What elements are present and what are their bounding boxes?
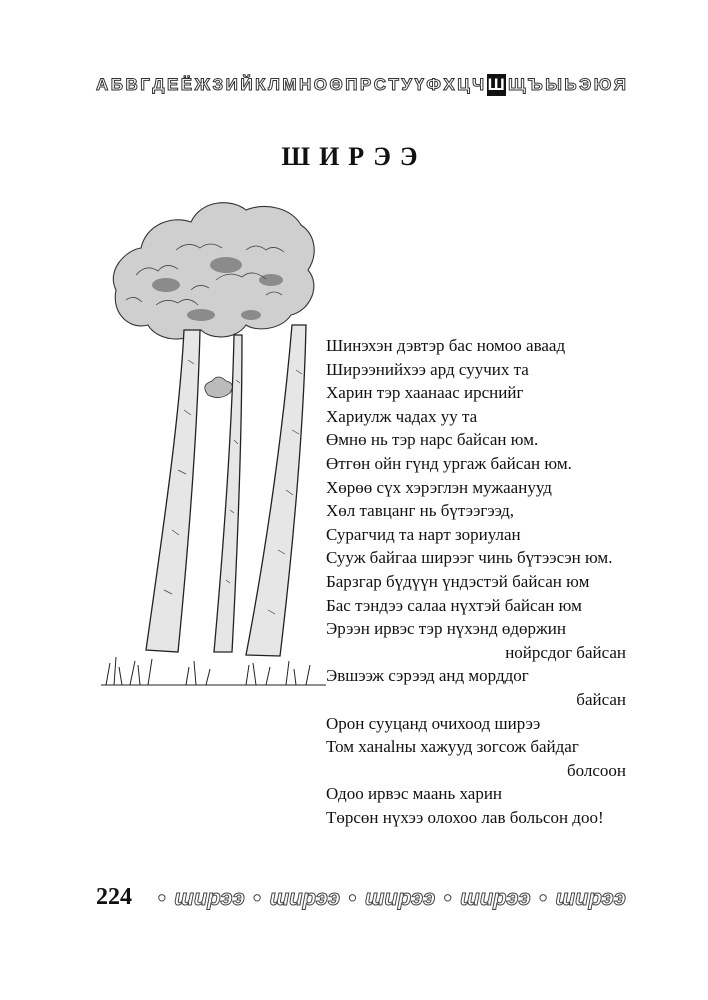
footer-running-word: ширээ (460, 884, 531, 910)
footer-separator: • (158, 884, 166, 910)
poem-title: ШИРЭЭ (281, 142, 427, 171)
poem-line: байсан (576, 689, 626, 709)
poem-text (326, 334, 626, 829)
poem-line: Өмнө нь тэр нарс байсан юм. (326, 430, 539, 450)
footer-separator: • (443, 884, 452, 910)
alphabet-letter: Ө (329, 75, 343, 94)
page-number: 224 (96, 884, 132, 910)
alphabet-letter: Р (359, 75, 372, 94)
poem-line: Бас тэндээ салаа нүхтэй байсан юм (326, 595, 582, 615)
poem-line: Том ханаlны хажууд зогсож байдаг (326, 737, 579, 757)
alphabet-letter: Й (240, 75, 253, 94)
poem-line: Харин тэр хаанаас ирснийг (326, 383, 524, 403)
alphabet-letter: А (96, 75, 109, 94)
alphabet-letter: С (373, 75, 387, 94)
alphabet-letter: З (212, 75, 224, 94)
alphabet-letter: Ү (414, 75, 424, 94)
poem-line: Сууж байгаа ширээг чинь бүтээсэн юм. (326, 548, 613, 568)
alphabet-letter: Г (140, 75, 150, 94)
alphabet-letter: Ц (457, 75, 470, 94)
alphabet-letter: Ж (194, 75, 211, 94)
poem-line: Шинэхэн дэвтэр бас номоо аваад (326, 336, 566, 355)
alphabet-letter-active: Ш (487, 75, 505, 94)
footer-separator: • (348, 884, 357, 910)
footer-running-word: ширээ (174, 884, 245, 910)
alphabet-letter: П (345, 75, 358, 94)
pine-trees-illustration (96, 180, 326, 700)
footer-running-word: ширээ (364, 884, 436, 910)
alphabet-letter: Ё (180, 75, 193, 94)
alphabet-letter: Щ (508, 75, 526, 94)
alphabet-letter: Я (613, 75, 626, 94)
poem-line: Эрээн ирвэс тэр нүхэнд өдөржин (326, 619, 566, 639)
poem-line: Орон сууцанд очихоод ширээ (326, 713, 541, 733)
alphabet-letter: Е (166, 75, 179, 94)
poem-line: Хариулж чадах уу та (326, 406, 478, 426)
poem-line: Одоо ирвэс маань харин (326, 784, 503, 804)
footer-running-word: ширээ (269, 884, 341, 910)
poem-line: Төрсөн нүхээ олохоо лав больсон доо! (326, 807, 604, 827)
poem-line: Өтгөн ойн гүнд ургаж байсан юм. (326, 453, 572, 473)
alphabet-letter: Т (388, 75, 399, 94)
footer-separator: • (253, 884, 261, 910)
alphabet-letter: Ф (426, 75, 441, 94)
alphabet-letter: К (255, 75, 266, 94)
alphabet-letter: М (282, 75, 297, 94)
poem-line: Барзгар бүдүүн үндэстэй байсан юм (326, 571, 590, 591)
alphabet-letter: В (125, 75, 138, 94)
running-title (158, 885, 626, 911)
alphabet-letter: Ы (545, 75, 562, 94)
alphabet-letter: Э (579, 75, 592, 94)
alphabet-letter: Х (443, 75, 455, 94)
alphabet-letter: Д (152, 75, 165, 94)
alphabet-letter: Ю (593, 75, 612, 94)
alphabet-letter: Ч (472, 75, 485, 94)
poem-line: болсоон (566, 760, 626, 780)
poem-line: Хөрөө сүх хэрэглэн мужаанууд (326, 477, 552, 497)
poem-line: Ширээнийхээ ард суучих та (326, 359, 529, 379)
alphabet-letter: Ь (564, 75, 577, 94)
alphabet-letter: О (313, 75, 328, 94)
alphabet-letter: Н (299, 75, 312, 94)
alphabet-letter: У (401, 75, 412, 94)
alphabet-header (96, 74, 626, 96)
alphabet-letter: И (225, 75, 238, 94)
page-footer (96, 884, 626, 911)
alphabet-letter: Б (110, 75, 123, 94)
alphabet-letter: Л (267, 75, 280, 94)
alphabet-letter: Ъ (527, 75, 543, 94)
footer-separator: • (539, 884, 547, 910)
poem-line: Сурагчид та нарт зориулан (326, 524, 521, 544)
poem-line: Эвшээж сэрээд анд морддог (326, 666, 529, 686)
poem-line: нойрсдог байсан (505, 642, 626, 662)
poem-line: Хөл тавцанг нь бүтээгээд, (326, 501, 514, 521)
footer-running-word: ширээ (555, 884, 626, 910)
